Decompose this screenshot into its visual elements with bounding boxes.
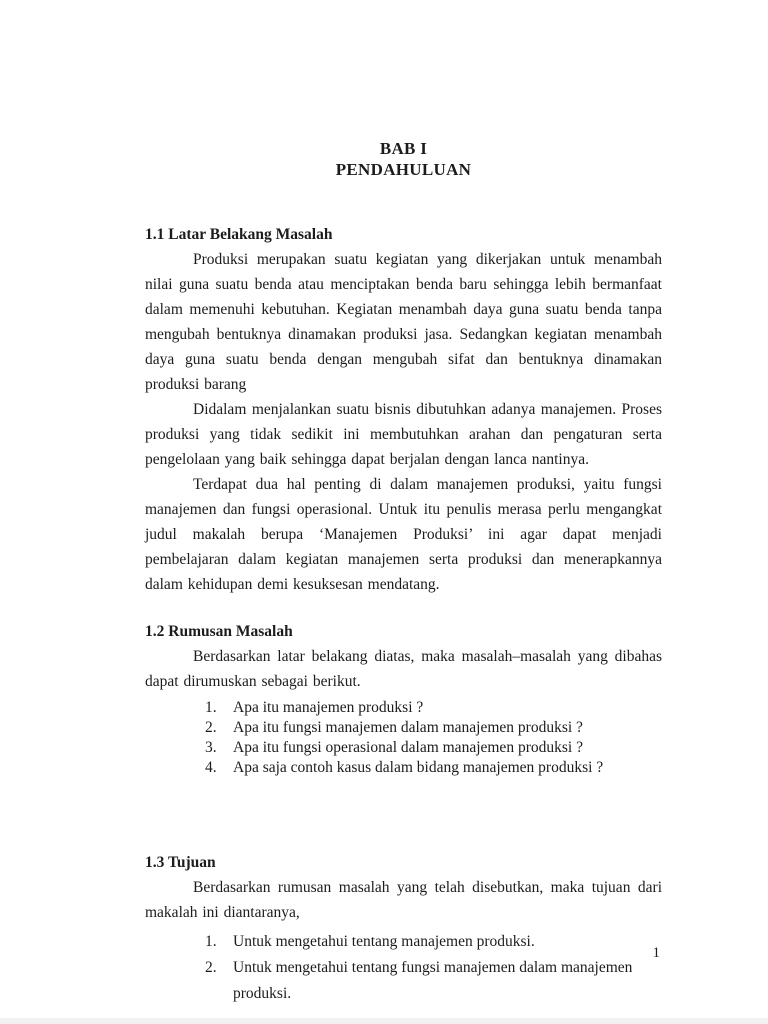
chapter-number: BAB I <box>379 139 428 158</box>
chapter-title <box>145 138 662 180</box>
list-item-text: Untuk mengetahui tentang fungsi manajemen dalam manajemen produksi. <box>233 959 633 1002</box>
paragraph: Terdapat dua hal penting di dalam manajemen produksi, yaitu fungsi manajemen dan fungsi operasional. Untuk itu penulis merasa perlu mengangkat judul makalah berupa ‘Manajemen Produksi’ ini agar dapat menjadi pembelajaran dalam kegiatan manajemen serta produksi dan menerapkannya dalam kehidupan demi kesuksesan mendatang. <box>145 476 662 593</box>
paragraph: Didalam menjalankan suatu bisnis dibutuhkan adanya manajemen. Proses produksi yang tidak sedikit ini membutuhkan arahan dan pengaturan serta pengelolaan yang baik sehingga dapat berjalan dengan lanca nantinya. <box>145 401 662 468</box>
section-rumusan-masalah <box>145 619 662 778</box>
list-item-text: Apa itu fungsi operasional dalam manajemen produksi ? <box>233 739 583 756</box>
list-item <box>205 698 662 718</box>
paragraph: Produksi merupakan suatu kegiatan yang dikerjakan untuk menambah nilai guna suatu benda atau menciptakan benda baru sehingga lebih bermanfaat dalam memenuhi kebutuhan. Kegiatan menambah daya guna suatu benda tanpa mengubah bentuknya dinamakan produksi jasa. Sedangkan kegiatan menambah daya guna suatu benda dengan mengubah sifat dan bentuknya dinamakan produksi barang <box>145 251 662 393</box>
list-item-number: 3. <box>205 739 217 756</box>
list-item <box>205 738 662 758</box>
numbered-list <box>205 698 662 778</box>
list-item-number: 1. <box>205 933 217 950</box>
list-item-text: Apa itu manajemen produksi ? <box>233 699 424 716</box>
paragraph: Berdasarkan rumusan masalah yang telah disebutkan, maka tujuan dari makalah ini diantaranya, <box>145 879 662 921</box>
numbered-list <box>205 929 662 1007</box>
section-latar-belakang <box>145 222 662 597</box>
chapter-name: PENDAHULUAN <box>335 160 472 179</box>
section-tujuan <box>145 850 662 1007</box>
paragraph: Berdasarkan latar belakang diatas, maka masalah–masalah yang dibahas dapat dirumuskan sebagai berikut. <box>145 648 662 690</box>
list-item <box>205 955 662 1007</box>
list-item <box>205 758 662 778</box>
list-item-number: 4. <box>205 759 217 776</box>
section-heading: 1.3 Tujuan <box>145 854 216 871</box>
list-item-number: 1. <box>205 699 217 716</box>
page-bottom-edge <box>0 1018 768 1024</box>
list-item <box>205 718 662 738</box>
section-heading: 1.2 Rumusan Masalah <box>145 623 293 640</box>
list-item-text: Untuk mengetahui tentang manajemen produksi. <box>233 933 535 950</box>
page-number: 1 <box>652 945 660 961</box>
list-item-text: Apa itu fungsi manajemen dalam manajemen produksi ? <box>233 719 583 736</box>
list-item-text: Apa saja contoh kasus dalam bidang manajemen produksi ? <box>233 759 604 776</box>
list-item <box>205 929 662 955</box>
list-item-number: 2. <box>205 719 217 736</box>
list-item-number: 2. <box>205 959 217 976</box>
section-heading: 1.1 Latar Belakang Masalah <box>145 226 333 243</box>
